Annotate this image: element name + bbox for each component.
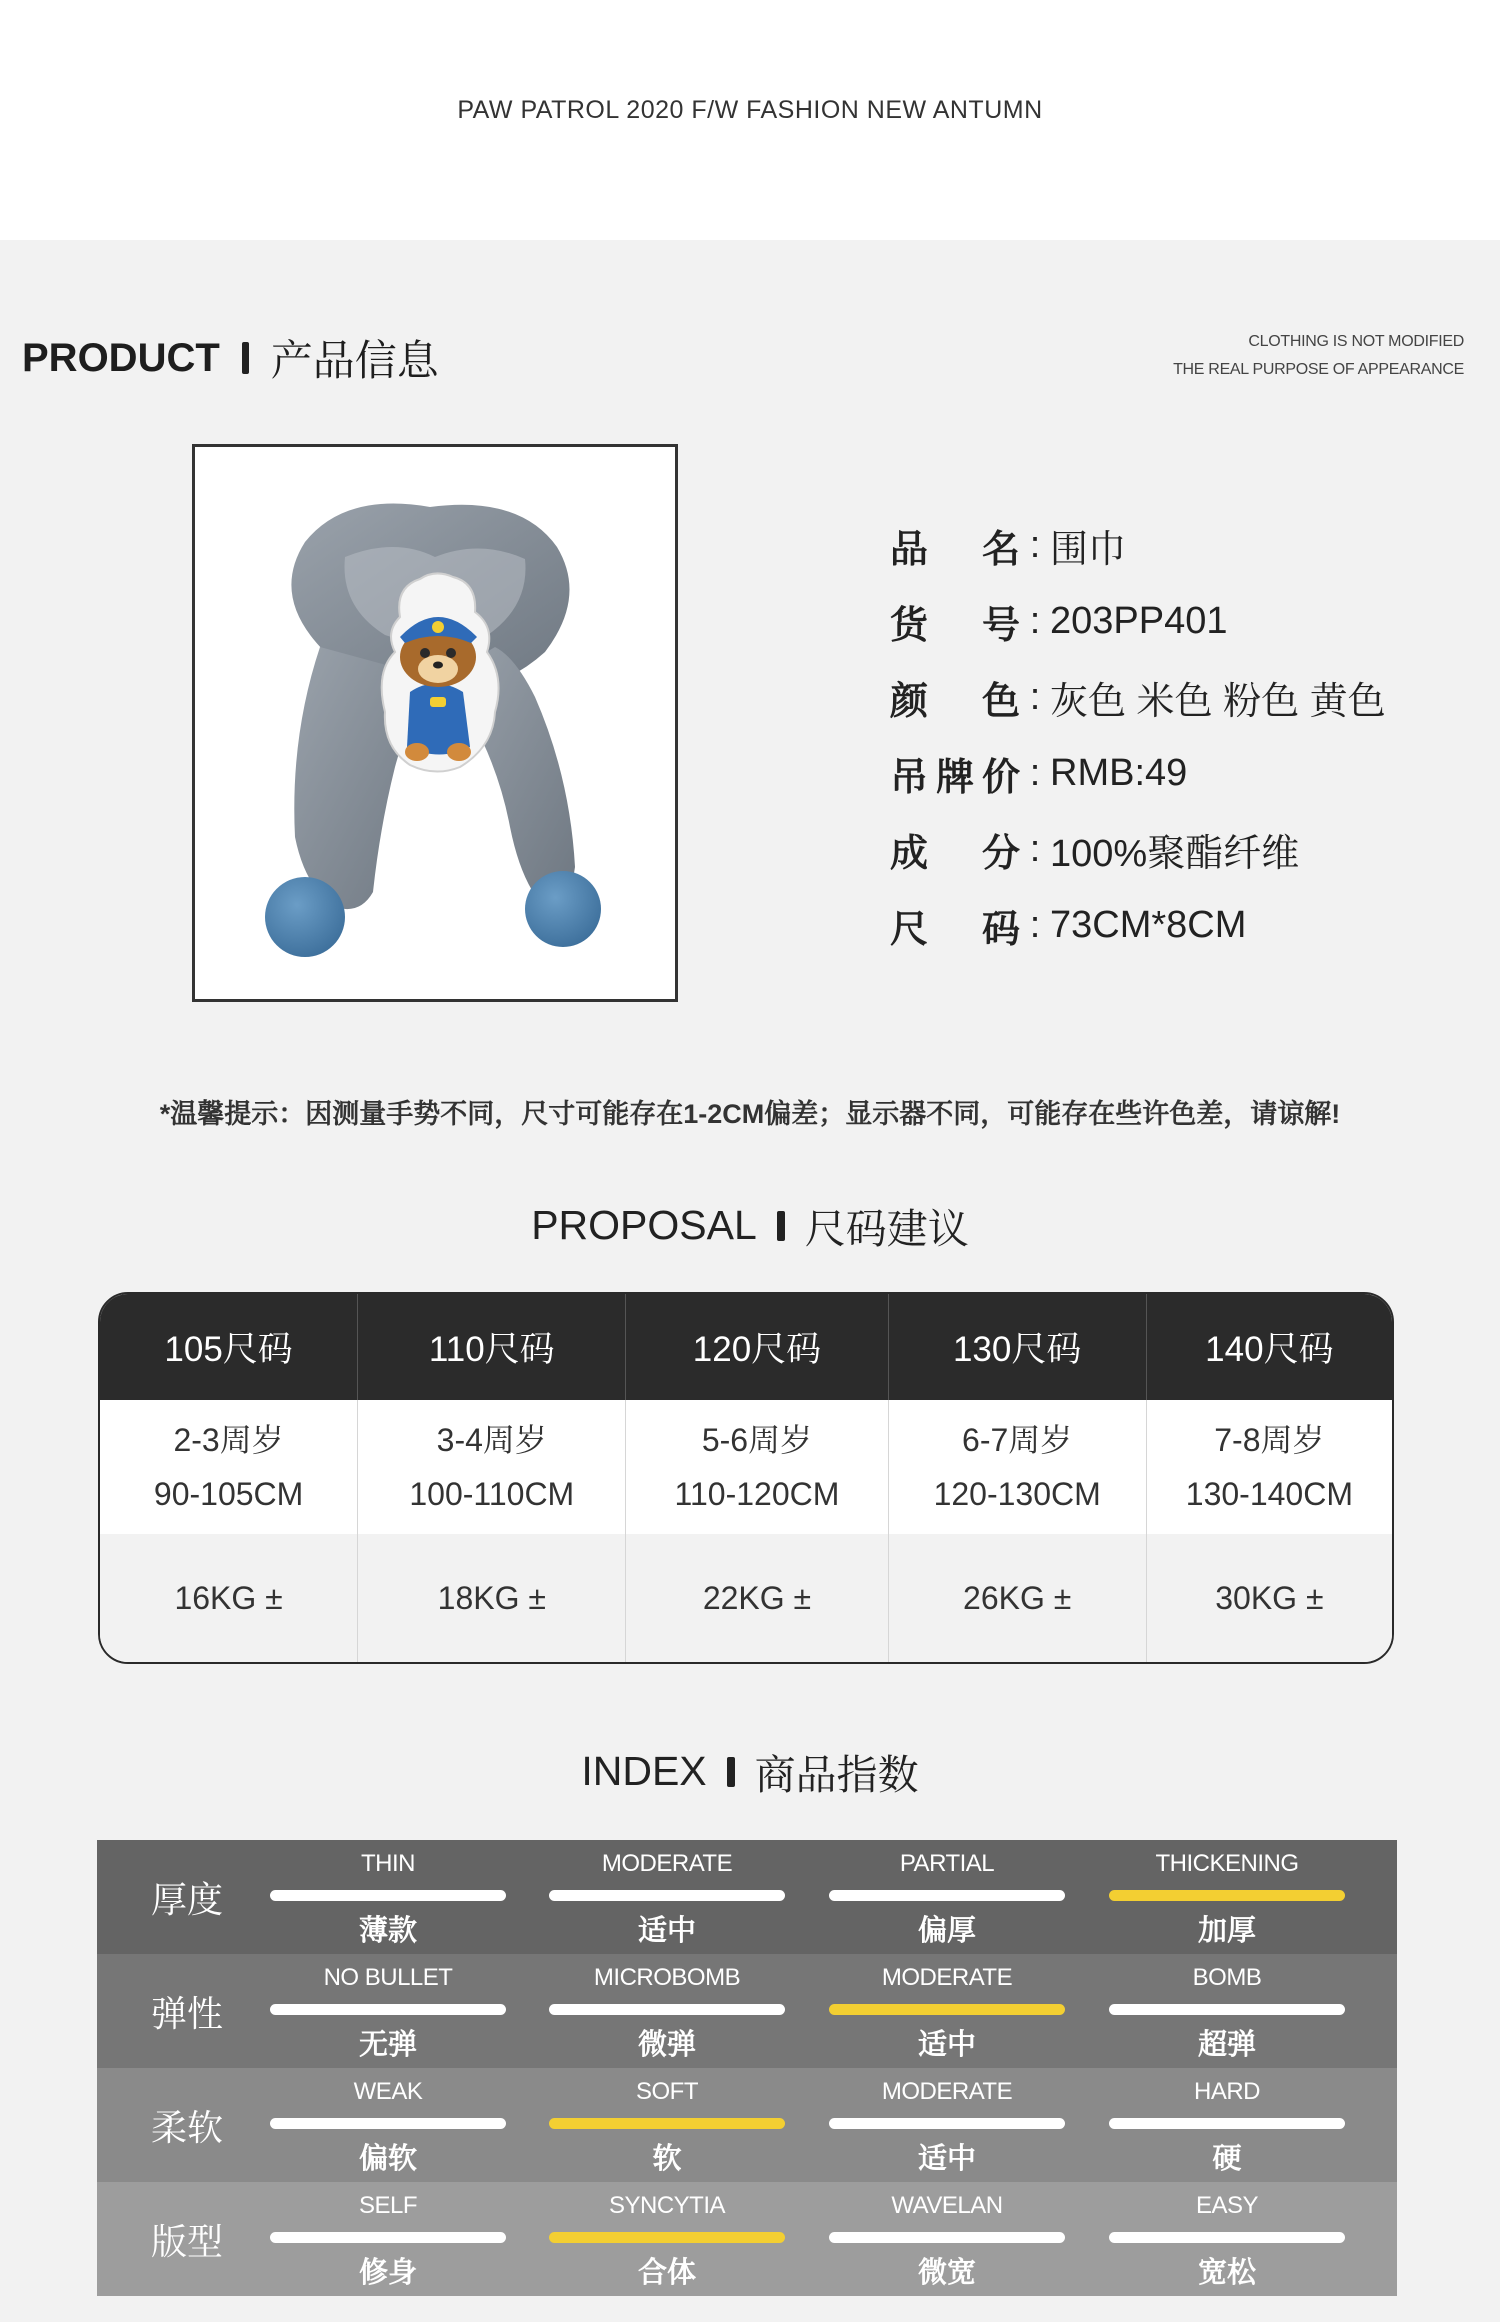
height: 100-110CM [409,1476,575,1512]
heading-divider [777,1211,785,1241]
spec-colon: : [1029,600,1041,642]
spec-row-name [890,518,1126,573]
age-height-cell [889,1400,1147,1534]
option-cn: 宽松 [1197,2257,1256,2289]
product-heading-cn: 产品信息 [270,337,439,384]
spec-key: 颜色 [890,681,1020,723]
size-col-header: 140尺码 [1205,1330,1334,1369]
index-row-label: 厚度 [150,1878,223,1920]
product-heading-en: PRODUCT [22,335,220,380]
index-row-label: 柔软 [150,2106,223,2148]
age: 7-8周岁 [1214,1422,1325,1458]
measurement-tip: *温馨提示：因测量手势不同，尺寸可能存在1-2CM偏差；显示器不同，可能存在些许色差，请谅解! [159,1099,1341,1129]
option-indicator [270,2004,506,2015]
heading-divider [727,1757,735,1787]
size-table-header [100,1294,1392,1400]
spec-colon: : [1029,828,1041,870]
height: 90-105CM [153,1476,304,1512]
index-option [270,1840,506,1954]
option-cn: 修身 [358,2257,417,2289]
size-col-header: 130尺码 [889,1294,1147,1400]
height: 120-130CM [933,1476,1101,1512]
index-option [1109,2068,1345,2182]
weight-cell: 26KG ± [889,1534,1147,1662]
option-indicator [1109,2004,1345,2015]
option-indicator [270,1890,506,1901]
index-option [829,1840,1065,1954]
product-photo [192,444,678,1002]
option-en: SYNCYTIA [608,2192,726,2219]
proposal-heading-cn: 尺码建议 [804,1206,969,1252]
size-col-header: 105尺码 [100,1294,358,1400]
index-row-fit [97,2182,1397,2296]
index-option [549,2068,785,2182]
weight-cell: 30KG ± [1215,1580,1324,1616]
age: 5-6周岁 [701,1422,813,1458]
spec-colon: : [1029,904,1041,946]
option-indicator [549,1890,785,1901]
spec-key: 货号 [890,605,1020,647]
option-cn: 无弹 [358,2029,417,2061]
option-cn: 偏软 [358,2143,417,2175]
proposal-section-heading [0,1196,1500,1255]
option-cn: 适中 [917,2143,976,2175]
option-cn: 适中 [637,1915,696,1947]
option-en: WAVELAN [891,2192,1003,2219]
index-row-thickness [97,1840,1397,1954]
option-cn: 适中 [917,2029,976,2061]
option-cn: 硬 [1212,2143,1242,2175]
option-indicator [549,2118,785,2129]
size-col-header: 120尺码 [626,1294,888,1400]
spec-value: 100%聚酯纤维 [1050,833,1300,875]
height: 110-120CM [674,1476,840,1512]
spec-row-material [890,822,1299,877]
spec-key: 成分 [890,833,1020,875]
spec-value: 203PP401 [1050,600,1228,642]
option-en: SELF [358,2192,418,2219]
option-cn: 加厚 [1197,1915,1256,1947]
index-heading-cn: 商品指数 [754,1752,919,1798]
age: 2-3周岁 [173,1422,284,1458]
index-row-label: 弹性 [150,1992,223,2034]
appearance-note-line1: CLOTHING IS NOT MODIFIED [1248,333,1464,350]
index-option [1109,2182,1345,2296]
index-option [270,1954,506,2068]
option-cn: 偏厚 [917,1915,976,1947]
weight-cell: 16KG ± [100,1534,358,1662]
index-option [829,2182,1065,2296]
index-option [549,1954,785,2068]
option-en: THICKENING [1155,1850,1299,1877]
option-indicator [549,2232,785,2243]
table-row [100,1534,1392,1662]
index-option [1109,1840,1345,1954]
height: 130-140CM [1185,1476,1353,1512]
age: 6-7周岁 [962,1422,1073,1458]
weight-cell: 22KG ± [626,1534,888,1662]
age-height-cell [358,1400,626,1534]
index-row-softness [97,2068,1397,2182]
spec-key: 吊牌价 [890,757,1020,799]
spec-colon: : [1029,752,1041,794]
appearance-note [1173,328,1464,384]
index-heading-en: INDEX [581,1748,707,1794]
index-option [1109,1954,1345,2068]
spec-value: 73CM*8CM [1050,904,1247,946]
spec-key: 尺码 [890,909,1020,951]
age-height-cell [100,1400,358,1534]
option-en: NO BULLET [323,1964,453,1991]
option-en: EASY [1195,2192,1259,2219]
page-title: PAW PATROL 2020 F/W FASHION NEW ANTUMN [457,96,1043,124]
option-indicator [829,2118,1065,2129]
option-en: MODERATE [601,1850,733,1877]
option-indicator [1109,2118,1345,2129]
index-row-label: 版型 [150,2220,223,2262]
option-cn: 合体 [637,2257,696,2289]
spec-value: 灰色 米色 粉色 黄色 [1050,681,1386,723]
spec-key: 品名 [890,529,1020,571]
spec-colon: : [1029,524,1041,566]
option-cn: 薄款 [358,1915,417,1947]
index-row-elasticity [97,1954,1397,2068]
spec-row-color [890,670,1386,725]
spec-row-price [890,746,1187,801]
option-indicator [829,2004,1065,2015]
spec-value: RMB:49 [1050,752,1188,794]
option-en: PARTIAL [899,1850,995,1877]
index-option [829,1954,1065,2068]
option-en: THIN [361,1850,415,1877]
option-en: WEAK [353,2078,423,2105]
option-indicator [270,2232,506,2243]
option-en: MICROBOMB [593,1964,741,1991]
scarf-illustration [195,447,675,999]
index-section-heading [0,1742,1500,1801]
option-indicator [829,1890,1065,1901]
option-indicator [270,2118,506,2129]
weight-cell: 18KG ± [358,1534,626,1662]
index-option [270,2182,506,2296]
option-en: MODERATE [881,1964,1013,1991]
option-en: BOMB [1192,1964,1262,1991]
index-option [549,1840,785,1954]
option-en: MODERATE [881,2078,1013,2105]
option-cn: 软 [652,2143,682,2175]
appearance-note-line2: THE REAL PURPOSE OF APPEARANCE [1173,361,1464,378]
option-indicator [829,2232,1065,2243]
index-table [97,1840,1397,2294]
age: 3-4周岁 [436,1422,547,1458]
option-indicator [1109,2232,1345,2243]
spec-row-sku [890,594,1228,649]
option-en: SOFT [636,2078,698,2105]
index-option [270,2068,506,2182]
table-row [100,1400,1392,1534]
spec-row-size [890,898,1246,953]
age-height-cell [626,1400,888,1534]
option-cn: 微宽 [917,2257,976,2289]
spec-value: 围巾 [1050,529,1127,571]
age-height-cell [1147,1400,1392,1534]
option-en: HARD [1193,2078,1260,2105]
option-cn: 超弹 [1197,2029,1256,2061]
option-indicator [1109,1890,1345,1901]
size-table [98,1292,1394,1664]
proposal-heading-en: PROPOSAL [531,1202,757,1248]
spec-colon: : [1029,676,1041,718]
heading-divider [242,342,249,374]
option-cn: 微弹 [637,2029,696,2061]
size-col-header: 110尺码 [358,1294,626,1400]
option-indicator [549,2004,785,2015]
product-section-heading [22,328,439,388]
index-option [549,2182,785,2296]
index-option [829,2068,1065,2182]
